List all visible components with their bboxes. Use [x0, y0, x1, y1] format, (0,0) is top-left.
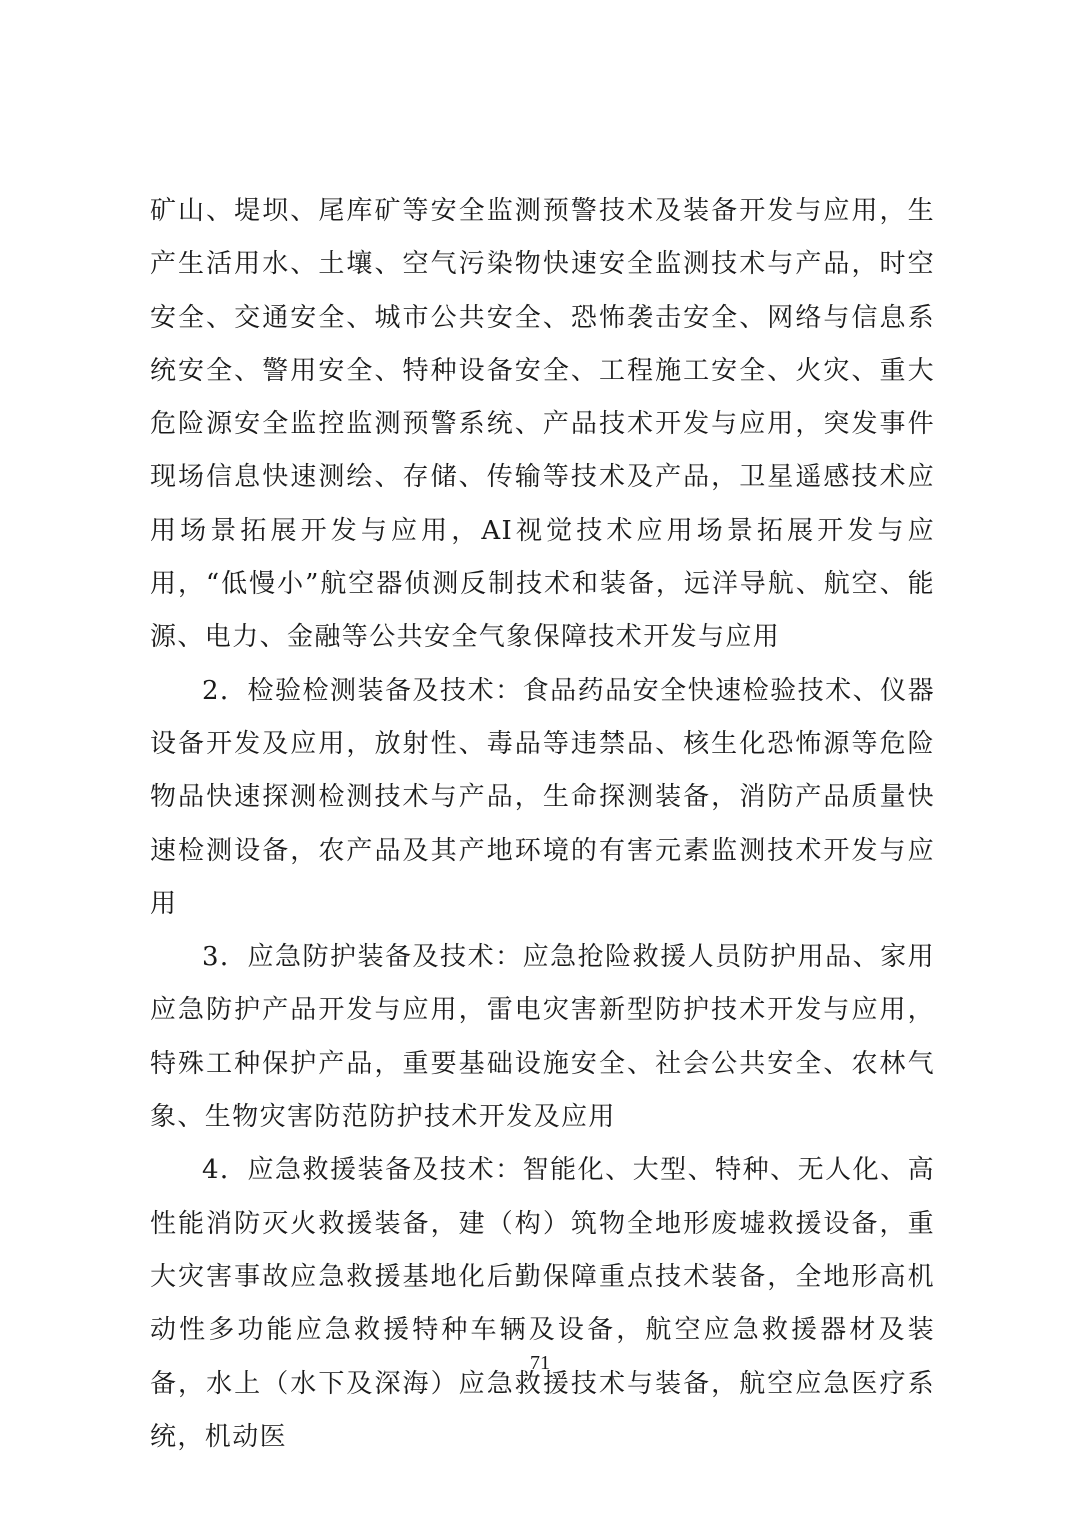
- paragraph-inspection-equipment: 2．检验检测装备及技术：食品药品安全快速检验技术、仪器设备开发及应用，放射性、毒品等违禁品、核生化恐怖源等危险物品快速探测检测技术与产品，生命探测装备，消防产品质量快速检测设备，农产品及其产地环境的有害元素监测技术开发与应用: [150, 675, 935, 919]
- body-text: [150, 185, 935, 1464]
- paragraph-protection-equipment: 3．应急防护装备及技术：应急抢险救援人员防护用品、家用应急防护产品开发与应用，雷电灾害新型防护技术开发与应用，特殊工种保护产品，重要基础设施安全、社会公共安全、农林气象、生物灾害防范防护技术开发及应用: [150, 942, 935, 1133]
- paragraph-continuation: 矿山、堤坝、尾库矿等安全监测预警技术及装备开发与应用，生产生活用水、土壤、空气污染物快速安全监测技术与产品，时空安全、交通安全、城市公共安全、恐怖袭击安全、网络与信息系统安全、警用安全、特种设备安全、工程施工安全、火灾、重大危险源安全监控监测预警系统、产品技术开发与应用，突发事件现场信息快速测绘、存储、传输等技术及产品，卫星遥感技术应用场景拓展开发与应用，AI视觉技术应用场景拓展开发与应用，“低慢小”航空器侦测反制技术和装备，远洋导航、航空、能源、电力、金融等公共安全气象保障技术开发与应用: [150, 196, 935, 653]
- page-number: 71: [530, 1352, 550, 1374]
- paragraph-rescue-equipment: 4．应急救援装备及技术：智能化、大型、特种、无人化、高性能消防灭火救援装备，建（构）筑物全地形废墟救援设备，重大灾害事故应急救援基地化后勤保障重点技术装备，全地形高机动性多功能应急救援特种车辆及设备，航空应急救援器材及装备，水上（水下及深海）应急救援技术与装备，航空应急医疗系统，机动医: [150, 1155, 935, 1452]
